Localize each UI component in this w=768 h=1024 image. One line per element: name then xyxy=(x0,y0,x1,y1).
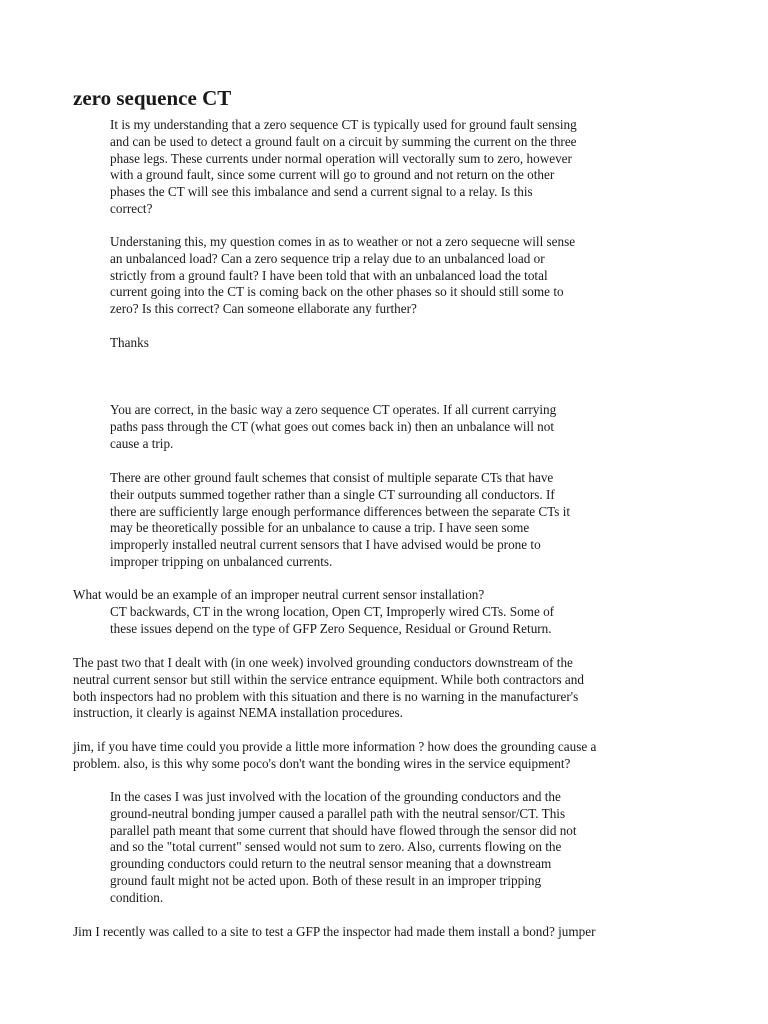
text-line: Understaning this, my question comes in as to weather or not a zero sequecne will sense xyxy=(110,234,576,249)
text-line: instruction, it clearly is against NEMA installation procedures. xyxy=(73,705,403,721)
text-line: improper tripping on unbalanced currents. xyxy=(110,553,333,569)
paragraph-jim-recently xyxy=(73,924,595,941)
text-line: with a ground fault, since some current will go to ground and not return on the other xyxy=(110,167,555,183)
text-line: may be theoretically possible for an unbalance to cause a trip. I have seen some xyxy=(110,520,530,536)
text-line: Jim I recently was called to a site to test a GFP the inspector had made them install a bond? jumper xyxy=(73,924,596,939)
paragraph-thanks xyxy=(110,335,149,352)
text-line: zero? Is this correct? Can someone ellaborate any further? xyxy=(110,301,417,317)
text-line: phase legs. These currents under normal operation will vectorally sum to zero, however xyxy=(110,150,572,166)
text-line: strictly from a ground fault? I have been told that with an unbalanced load the total xyxy=(110,267,548,283)
text-line: ground fault might not be acted upon. Both of these result in an improper tripping xyxy=(110,872,542,888)
text-line: ground-neutral bonding jumper caused a parallel path with the neutral sensor/CT. This xyxy=(110,805,566,821)
text-line: In the cases I was just involved with the location of the grounding conductors and the xyxy=(110,789,561,804)
text-line: grounding conductors could return to the neutral sensor meaning that a downstream xyxy=(110,856,552,872)
paragraph-question-example xyxy=(73,587,484,604)
text-line: paths pass through the CT (what goes out comes back in) then an unbalance will not xyxy=(110,418,555,434)
text-line: these issues depend on the type of GFP Zero Sequence, Residual or Ground Return. xyxy=(110,620,552,636)
paragraph-answer-cases xyxy=(110,789,577,907)
paragraph-question-intro xyxy=(110,117,577,218)
text-line: The past two that I dealt with (in one week) involved grounding conductors downstream of the xyxy=(73,655,573,670)
text-line: It is my understanding that a zero sequence CT is typically used for ground fault sensing xyxy=(110,117,577,132)
text-line: CT backwards, CT in the wrong location, Open CT, Improperly wired CTs. Some of xyxy=(110,604,555,619)
paragraph-answer-schemes xyxy=(110,470,570,571)
text-line: phases the CT will see this imbalance and send a current signal to a relay. Is this xyxy=(110,184,533,200)
paragraph-past-two xyxy=(73,655,584,722)
text-line: problem. also, is this why some poco's don't want the bonding wires in the service equipment? xyxy=(73,755,571,771)
text-line: their outputs summed together rather than a single CT surrounding all conductors. If xyxy=(110,486,555,502)
paragraph-jim-question xyxy=(73,739,596,773)
paragraph-answer-examples xyxy=(110,604,554,638)
text-line: You are correct, in the basic way a zero sequence CT operates. If all current carrying xyxy=(110,402,557,417)
text-line: What would be an example of an improper neutral current sensor installation? xyxy=(73,587,485,602)
page-title: zero sequence CT xyxy=(73,86,232,110)
text-line: an unbalanced load? Can a zero sequence trip a relay due to an unbalanced load or xyxy=(110,250,545,266)
text-line: There are other ground fault schemes that consist of multiple separate CTs that have xyxy=(110,470,554,485)
text-line: condition. xyxy=(110,889,164,905)
text-line: neutral current sensor but still within the service entrance equipment. While both contractors and xyxy=(73,671,584,687)
text-line: and can be used to detect a ground fault on a circuit by summing the current on the three xyxy=(110,133,577,149)
text-line: there are sufficiently large enough performance differences between the separate CTs it xyxy=(110,503,571,519)
text-line: Thanks xyxy=(110,335,149,350)
text-line: and so the "total current" sensed would not sum to zero. Also, currents flowing on the xyxy=(110,839,562,855)
text-line: cause a trip. xyxy=(110,435,174,451)
text-line: jim, if you have time could you provide a little more information ? how does the grounding cause a xyxy=(73,739,597,754)
text-line: correct? xyxy=(110,200,153,216)
text-line: both inspectors had no problem with this situation and there is no warning in the manufacturer's xyxy=(73,688,579,704)
paragraph-answer-correct xyxy=(110,402,556,452)
paragraph-question-unbalanced xyxy=(110,234,575,318)
text-line: current going into the CT is coming back on the other phases so it should still some to xyxy=(110,284,564,300)
text-line: improperly installed neutral current sensors that I have advised would be prone to xyxy=(110,537,541,553)
text-line: parallel path meant that some current that should have flowed through the sensor did not xyxy=(110,822,577,838)
